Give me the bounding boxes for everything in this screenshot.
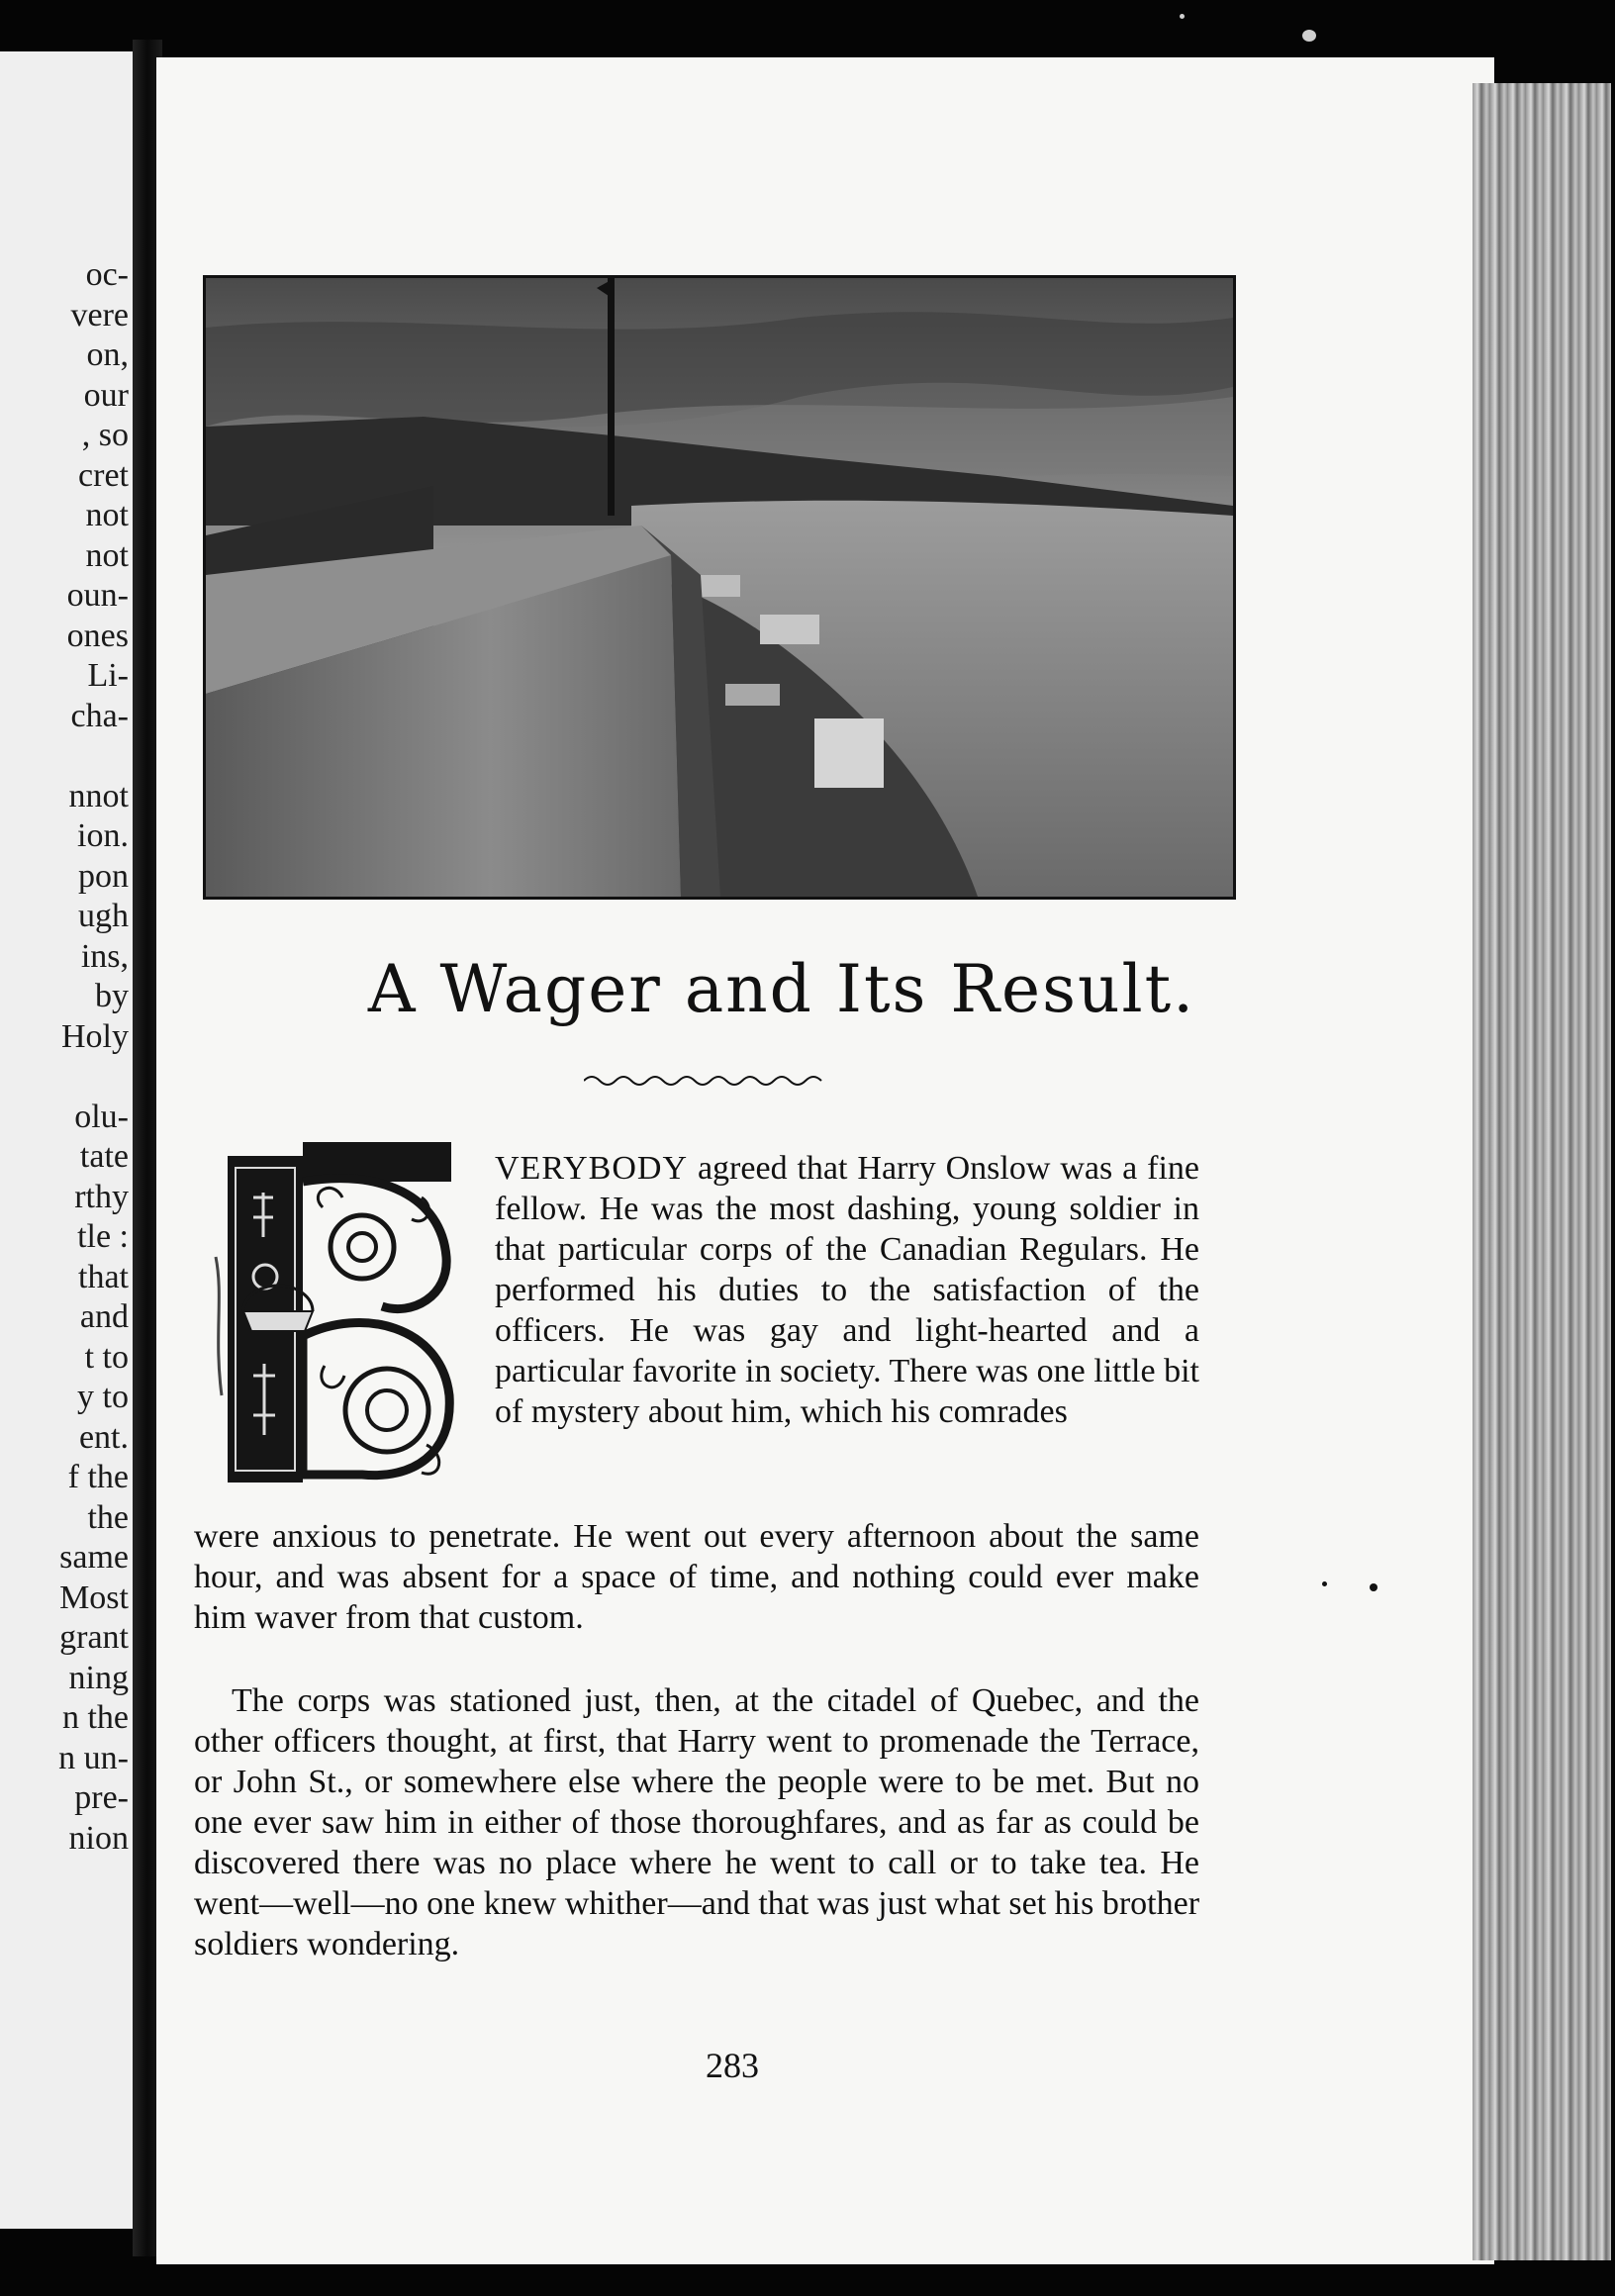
left-page-line: , so bbox=[81, 417, 129, 453]
left-page-line: y to bbox=[77, 1379, 129, 1415]
left-page-line: cret bbox=[78, 456, 129, 494]
title-flourish bbox=[584, 1071, 829, 1091]
left-page-line: nion bbox=[68, 1819, 129, 1857]
left-page-line: pon bbox=[78, 857, 129, 895]
left-page-line: ugh bbox=[78, 898, 129, 934]
left-page-line: ning bbox=[68, 1659, 129, 1696]
left-page-line: ent. bbox=[78, 1418, 129, 1456]
left-page-line: f the bbox=[67, 1459, 129, 1495]
left-page-line: our bbox=[83, 376, 129, 414]
quebec-citadel-photograph bbox=[203, 275, 1236, 900]
scan-speck bbox=[1370, 1583, 1378, 1591]
left-page-line: Most bbox=[59, 1578, 129, 1616]
scan-speck bbox=[1302, 30, 1316, 42]
left-page-line: n un- bbox=[58, 1739, 129, 1776]
left-page-line: that bbox=[78, 1258, 129, 1295]
left-page-line: ion. bbox=[77, 817, 129, 854]
first-word: VERYBODY bbox=[495, 1150, 689, 1187]
left-page-line: olu- bbox=[74, 1098, 129, 1135]
decorative-initial-e bbox=[214, 1138, 473, 1496]
left-page-line: pre- bbox=[74, 1779, 129, 1816]
left-page-line: Holy bbox=[61, 1017, 129, 1055]
paragraph-1-wrapped bbox=[495, 1148, 1199, 1432]
paragraph-1-opening: agreed that Harry Onslow was a fine fellow. He was the most dashing, young soldier in that particular corps of the Canadian Regulars. He performed his duties to the satisfaction of the officers. He was gay and light-hearted and a particular favorite in society. There was one little bit of mystery about him, which his comrades bbox=[495, 1150, 1200, 1430]
paragraph-2 bbox=[194, 1680, 1199, 1964]
left-page bbox=[0, 51, 139, 2229]
left-page-line: tate bbox=[79, 1138, 129, 1175]
left-page-line: ones bbox=[66, 617, 129, 654]
left-page-line: not bbox=[85, 536, 129, 574]
left-page-line: t to bbox=[84, 1338, 129, 1376]
page-edges bbox=[1472, 83, 1611, 2260]
left-page-line: on, bbox=[86, 336, 129, 373]
left-page-line: not bbox=[85, 497, 129, 533]
left-page-line: nnot bbox=[68, 777, 129, 814]
left-page-line: ins, bbox=[80, 937, 129, 975]
left-page-line: oc- bbox=[85, 256, 129, 293]
page-number: 283 bbox=[706, 2046, 759, 2085]
left-page-line: vere bbox=[70, 296, 129, 334]
left-page-line: oun- bbox=[66, 577, 129, 614]
article-title: A Wager and Its Result. bbox=[367, 951, 1196, 1027]
left-page-line: same bbox=[59, 1539, 129, 1576]
paragraph-1-continued bbox=[194, 1516, 1199, 1638]
left-page-line: cha- bbox=[70, 697, 129, 734]
paragraph-2-text: The corps was stationed just, then, at the citadel of Quebec, and the other officers thought, at first, that Harry went to promenade the Terrace, or John St., or somewhere else where the people were to be met. But no one ever saw him in either of those thoroughfares, and as far as could be discovered there was no place where he went to call or to take tea. He went—well—no one knew whither—and that was just what set his brother soldiers wondering. bbox=[194, 1682, 1200, 1962]
scan-speck bbox=[1180, 14, 1185, 19]
left-page-line: by bbox=[95, 978, 129, 1014]
left-page-line: rthy bbox=[74, 1178, 129, 1215]
left-page-line: tle : bbox=[77, 1218, 129, 1255]
left-page-line: the bbox=[87, 1498, 129, 1536]
left-page-line: and bbox=[79, 1298, 129, 1335]
paragraph-1-rest: were anxious to penetrate. He went out every afternoon about the same hour, and was absent for a space of time, and nothing could ever make him waver from that custom. bbox=[194, 1518, 1199, 1636]
scan-speck bbox=[1322, 1581, 1327, 1586]
left-page-line: Li- bbox=[87, 657, 129, 694]
left-page-line: grant bbox=[59, 1619, 129, 1656]
left-page-line: n the bbox=[61, 1699, 129, 1736]
